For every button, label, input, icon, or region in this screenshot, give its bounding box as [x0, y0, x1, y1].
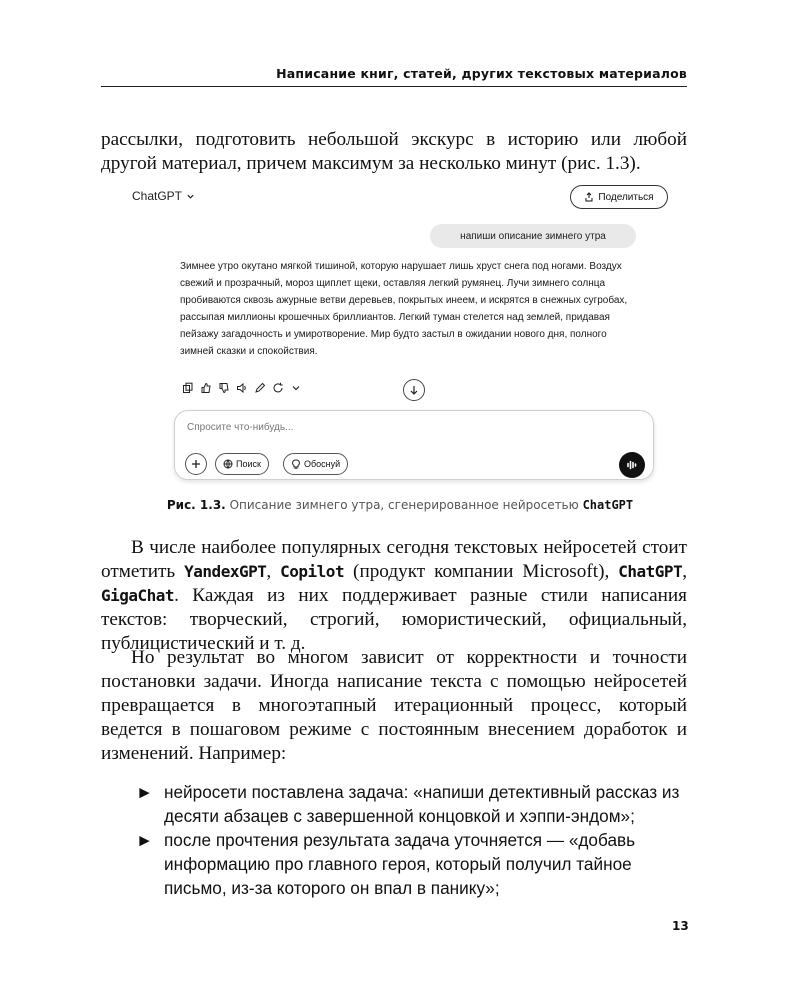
p1-part1: В числе наиболее популярных сегодня текстовых нейросетей стоит отметить — [101, 537, 687, 582]
list-item — [136, 828, 688, 900]
list-marker: ► — [136, 830, 154, 850]
reason-button[interactable] — [283, 453, 348, 475]
chevron-down-icon — [186, 192, 195, 201]
list-item-text: после прочтения результата задача уточняется — «добавь информацию про главного героя, который получил тайное письмо, из-за которого он впал в панику»; — [164, 830, 636, 898]
share-icon — [584, 192, 594, 202]
p1-part3: . Каждая из них поддерживает разные стили написания текстов: творческий, строгий, юмористический, официальный, публицистический и т. д. — [101, 585, 687, 654]
assistant-response: Зимнее утро окутано мягкой тишиной, которую нарушает лишь хруст снега под ногами. Воздух свежий и прозрачный, мороз щиплет щеки, оставляя легкий румянец. Лучи зимнего солнца пробиваются сквозь ажурные ветви деревьев, покрытых инеем, и искрятся в снежных сугробах, рассыпая миллионы крошечных бриллиантов. Легкий туман стелется над землей, придавая пейзажу загадочность и умиротворение. Мир будто застыл в ожидании нового дня, полного зимней сказки и спокойствия. — [180, 261, 628, 357]
chevron-down-icon[interactable] — [290, 382, 302, 394]
response-toolbar — [182, 382, 302, 394]
p1-sep2: , — [682, 561, 687, 582]
edit-icon[interactable] — [254, 382, 266, 394]
model-selector[interactable] — [132, 189, 195, 203]
running-header — [101, 66, 687, 87]
message-composer[interactable] — [174, 410, 654, 480]
speaker-icon[interactable] — [236, 382, 248, 394]
chatgpt-screenshot — [124, 182, 680, 482]
figure-caption — [0, 498, 800, 512]
plus-icon — [191, 459, 201, 469]
voice-icon — [625, 458, 639, 472]
p1-sep1: , — [266, 561, 281, 582]
product-copilot: Copilot — [280, 562, 345, 581]
caption-text: Описание зимнего утра, сгенерированное нейросетью — [229, 498, 579, 512]
caption-product: ChatGPT — [582, 498, 634, 512]
user-message-text: напиши описание зимнего утра — [460, 230, 606, 242]
search-button[interactable] — [215, 453, 269, 475]
scroll-down-button[interactable] — [403, 379, 425, 401]
voice-mode-button[interactable] — [619, 452, 645, 478]
steps-list — [136, 780, 688, 900]
search-label: Поиск — [236, 459, 261, 469]
user-message — [430, 224, 636, 248]
reason-label: Обоснуй — [304, 459, 341, 469]
thumbs-down-icon[interactable] — [218, 382, 230, 394]
list-item-text: нейросети поставлена задача: «напиши детективный рассказ из десяти абзацев с завершенной концовкой и хэппи-эндом»; — [164, 782, 680, 826]
paragraph-popular-networks — [101, 536, 687, 656]
share-button[interactable] — [570, 185, 668, 209]
p1-part2: (продукт компании Microsoft), — [344, 561, 619, 582]
product-gigachat: GigaChat — [101, 586, 175, 605]
lightbulb-icon — [291, 459, 301, 469]
globe-icon — [223, 459, 233, 469]
thumbs-up-icon[interactable] — [200, 382, 212, 394]
share-label: Поделиться — [598, 191, 654, 203]
paragraph-result-depends: Но результат во многом зависит от корректности и точности постановки задачи. Иногда написание текста с помощью нейросетей превращается в многоэтапный итерационный процесс, который ведется в пошаговом режиме с постоянным внесением доработок и изменений. Например: — [101, 647, 687, 764]
product-chatgpt: ChatGPT — [618, 562, 683, 581]
list-marker: ► — [136, 782, 154, 802]
caption-label: Рис. 1.3. — [166, 498, 226, 512]
copy-icon[interactable] — [182, 382, 194, 394]
arrow-down-icon — [409, 385, 419, 395]
list-item — [136, 780, 688, 828]
page-number: 13 — [672, 919, 689, 933]
running-header-title: Написание книг, статей, других текстовых материалов — [276, 66, 687, 81]
attach-button[interactable] — [185, 453, 207, 475]
composer-input[interactable]: Спросите что-нибудь... — [187, 422, 294, 433]
intro-paragraph: рассылки, подготовить небольшой экскурс в историю или любой другой материал, причем максимум за несколько минут (рис. 1.3). — [101, 129, 687, 174]
app-title: ChatGPT — [132, 189, 183, 203]
regenerate-icon[interactable] — [272, 382, 284, 394]
product-yandexgpt: YandexGPT — [184, 562, 267, 581]
